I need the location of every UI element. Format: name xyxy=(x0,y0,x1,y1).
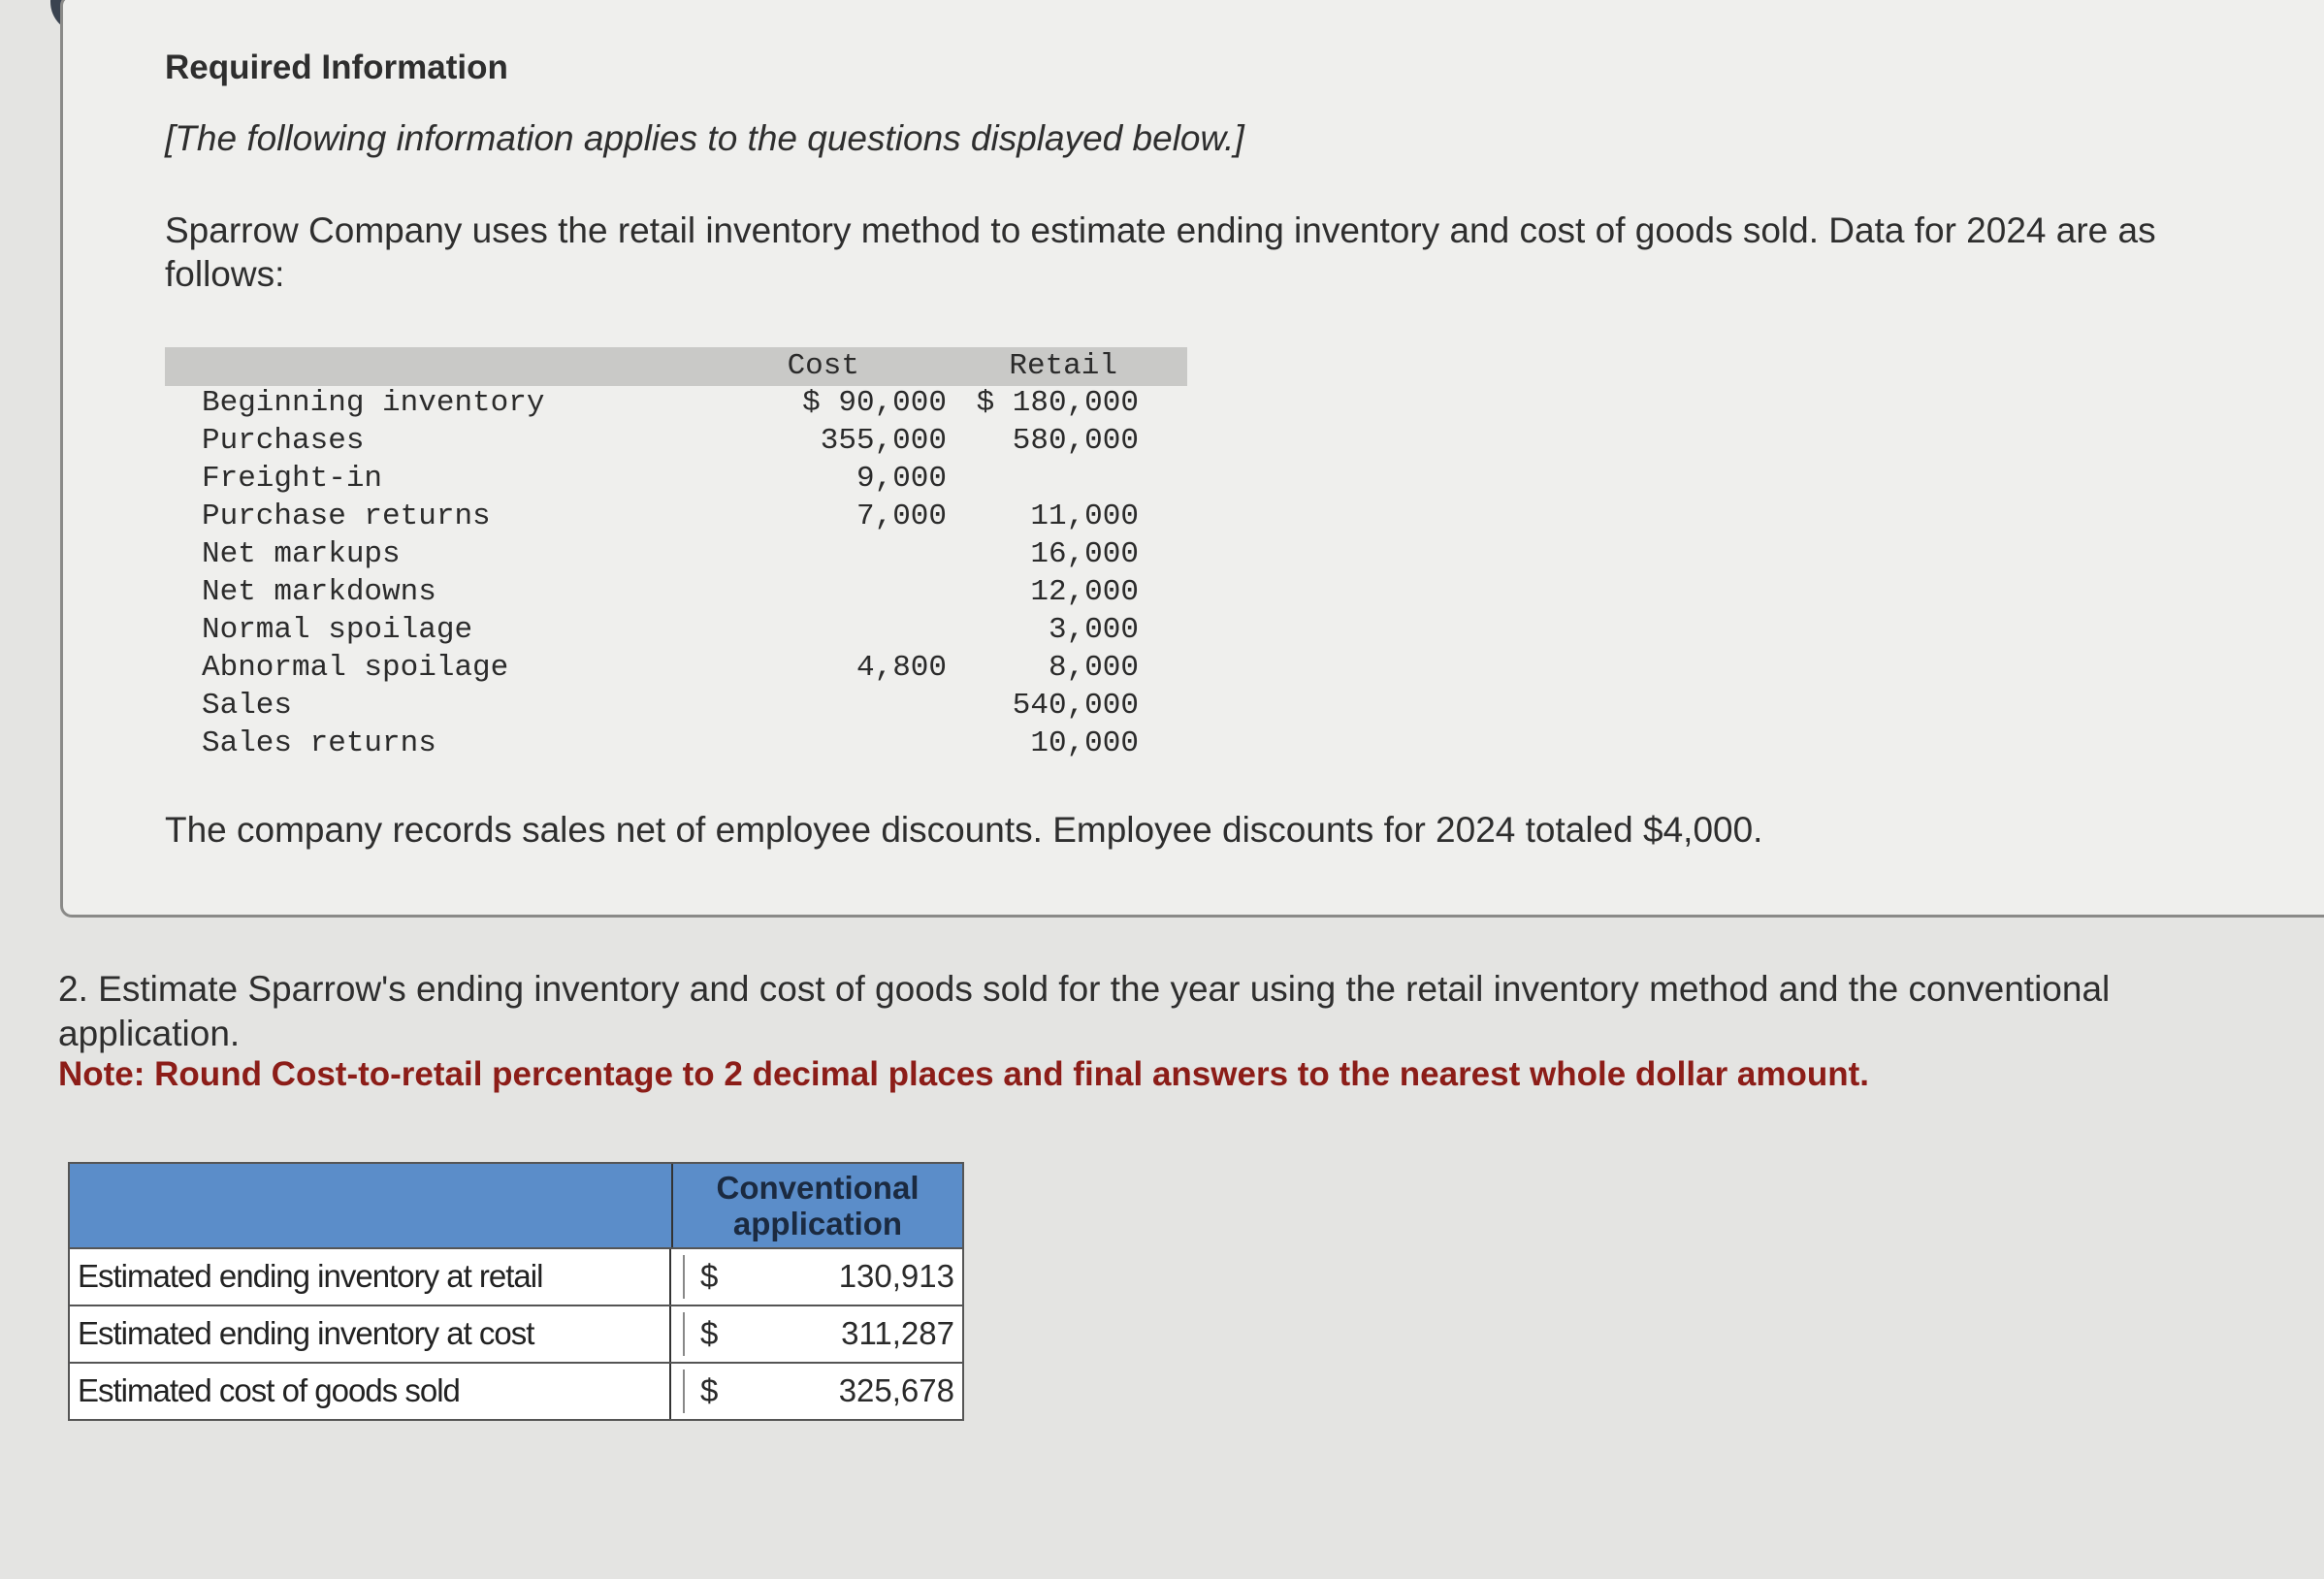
row-cost: 9,000 xyxy=(855,462,947,496)
row-retail: 11,000 xyxy=(1030,499,1139,533)
table-row xyxy=(165,651,1187,689)
intro-text: Sparrow Company uses the retail inventory method to estimate ending inventory and cost of goods sold. Data for 2024 are as follows: xyxy=(165,210,2156,294)
row-label: Beginning inventory xyxy=(202,386,545,420)
row-label: Freight-in xyxy=(202,462,383,496)
table-row xyxy=(165,726,1187,764)
currency-symbol: $ xyxy=(700,1258,719,1294)
table-row xyxy=(165,499,1187,537)
answer-row xyxy=(70,1362,962,1419)
answer-row-label: Estimated cost of goods sold xyxy=(70,1364,671,1419)
currency-symbol: $ xyxy=(700,1372,719,1408)
row-cost: $ 90,000 xyxy=(802,386,947,420)
row-label: Purchases xyxy=(202,424,365,458)
answer-value[interactable]: 325,678 xyxy=(838,1372,954,1408)
answer-row-label: Estimated ending inventory at retail xyxy=(70,1249,671,1305)
rounding-note: Note: Round Cost-to-retail percentage to 2 decimal places and final answers to the nearest whole dollar amount. xyxy=(58,1055,1870,1093)
row-label: Net markdowns xyxy=(202,575,436,609)
answer-input-cell[interactable] xyxy=(671,1306,962,1362)
row-label: Net markups xyxy=(202,537,401,571)
row-retail: 16,000 xyxy=(1030,537,1139,571)
row-cost: 355,000 xyxy=(820,424,947,458)
table-row xyxy=(165,424,1187,462)
applies-note: [The following information applies to the questions displayed below.] xyxy=(165,118,1244,158)
row-retail: 10,000 xyxy=(1030,726,1139,760)
row-cost: 4,800 xyxy=(855,651,947,685)
conventional-application-header: Conventional application xyxy=(716,1170,920,1241)
inventory-data-table xyxy=(165,347,1187,764)
question-text: 2. Estimate Sparrow's ending inventory and cost of goods sold for the year using the retail inventory method and the conventional application. xyxy=(58,969,2111,1053)
row-cost: 7,000 xyxy=(855,499,947,533)
answer-row-label: Estimated ending inventory at cost xyxy=(70,1306,671,1362)
answer-value[interactable]: 311,287 xyxy=(841,1315,954,1351)
currency-symbol: $ xyxy=(700,1315,719,1351)
answer-value[interactable]: 130,913 xyxy=(838,1258,954,1294)
required-information-title: Required Information xyxy=(165,48,508,86)
row-label: Purchase returns xyxy=(202,499,491,533)
table-row xyxy=(165,462,1187,499)
table-row xyxy=(165,689,1187,726)
row-label: Sales xyxy=(202,689,293,723)
row-retail: 540,000 xyxy=(1012,689,1139,723)
answer-input-cell[interactable] xyxy=(671,1364,962,1419)
data-table-header xyxy=(165,347,1187,386)
row-label: Abnormal spoilage xyxy=(202,651,509,685)
answer-header-blank xyxy=(70,1164,673,1247)
table-row xyxy=(165,613,1187,651)
answer-input-cell[interactable] xyxy=(671,1249,962,1305)
table-row xyxy=(165,537,1187,575)
row-retail: 3,000 xyxy=(1048,613,1139,647)
row-retail: 8,000 xyxy=(1048,651,1139,685)
row-retail: $ 180,000 xyxy=(976,386,1139,420)
answer-table xyxy=(68,1162,964,1421)
row-retail: 580,000 xyxy=(1012,424,1139,458)
table-row xyxy=(165,386,1187,424)
answer-row xyxy=(70,1247,962,1305)
retail-column-header: Retail xyxy=(1009,349,1117,383)
row-label: Normal spoilage xyxy=(202,613,473,647)
answer-row xyxy=(70,1305,962,1362)
row-label: Sales returns xyxy=(202,726,436,760)
row-retail: 12,000 xyxy=(1030,575,1139,609)
table-row xyxy=(165,575,1187,613)
employee-discount-note: The company records sales net of employee discounts. Employee discounts for 2024 totaled $4,000. xyxy=(165,810,1763,850)
cost-column-header: Cost xyxy=(787,349,859,383)
answer-table-header xyxy=(70,1164,962,1247)
